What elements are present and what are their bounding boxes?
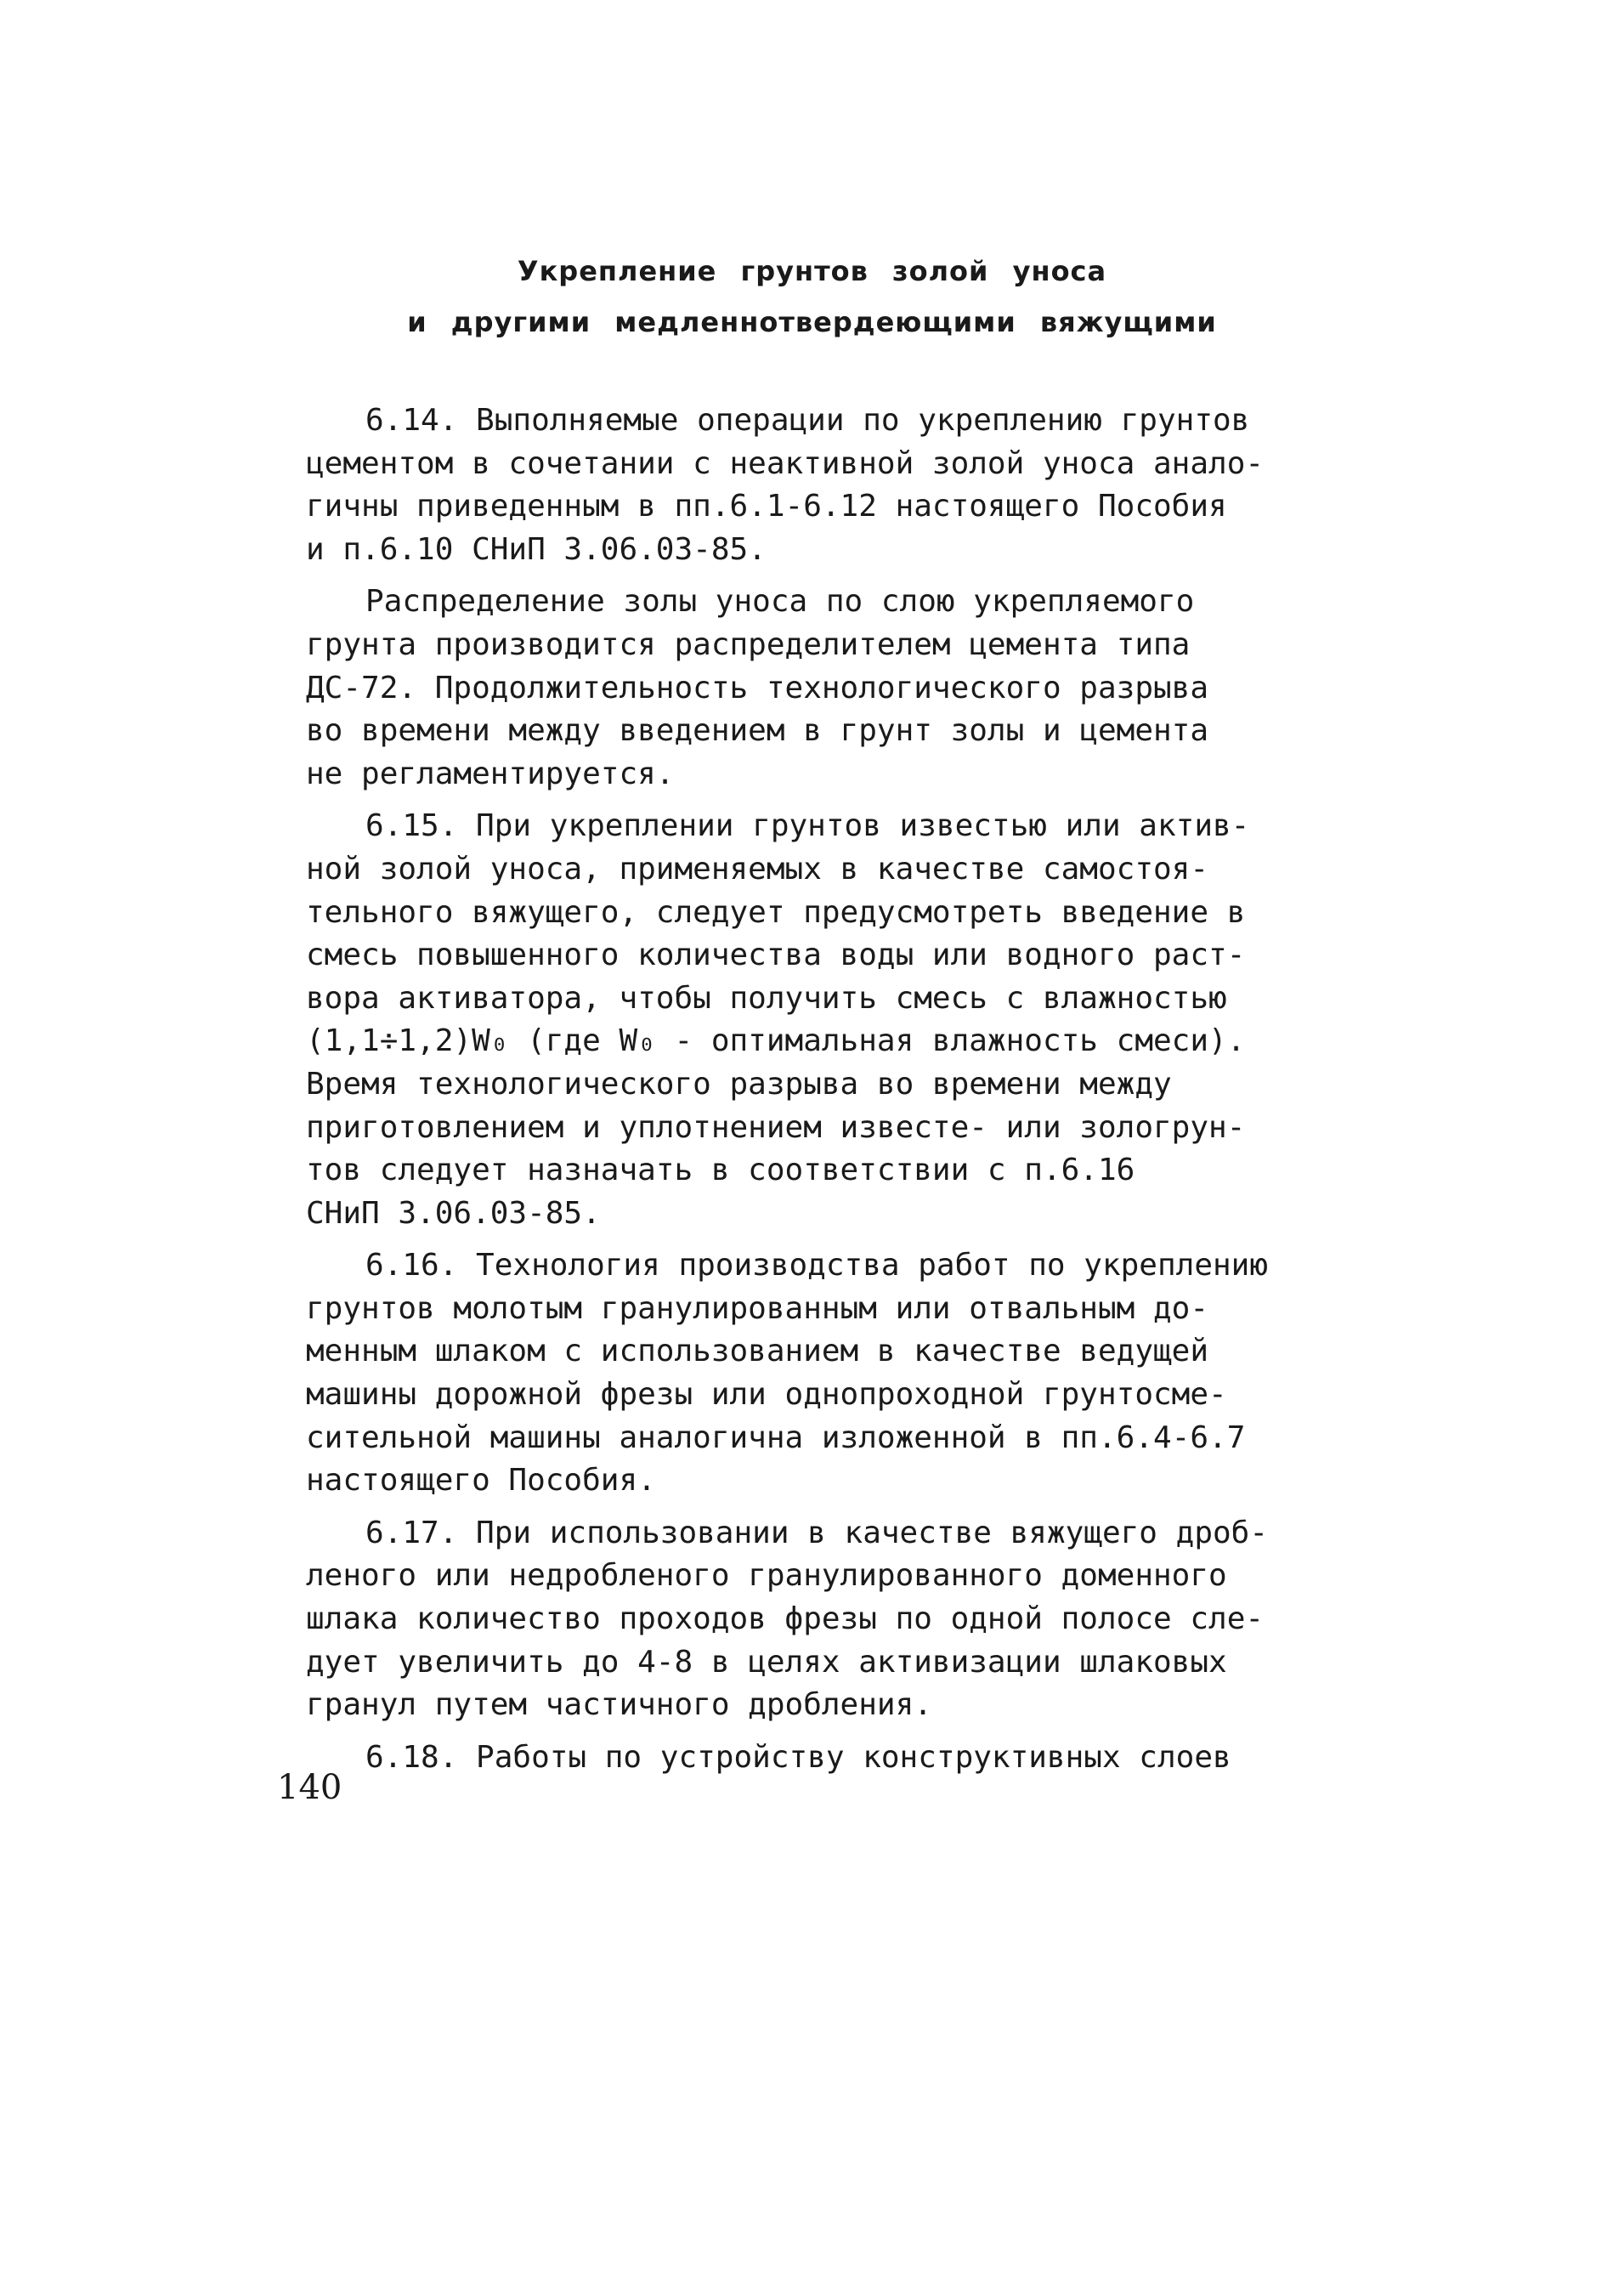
paragraph-6-14 [306, 400, 1415, 571]
paragraph-line: во времени между введением в грунт золы и цемента [306, 713, 1209, 749]
paragraph-line: смесь повышенного количества воды или водного раст- [306, 938, 1246, 973]
paragraph-line: Распределение золы уноса по слою укрепляемого [365, 584, 1195, 620]
paragraph-line: 6.18. Работы по устройству конструктивных слоев [365, 1739, 1231, 1775]
paragraph-line: приготовлением и уплотнением известе- или зологрун- [306, 1109, 1246, 1145]
paragraph-line: и п.6.10 СНиП 3.06.03-85. [306, 531, 767, 567]
paragraph-line: гичны приведенным в пп.6.1-6.12 настоящего Пособия [306, 489, 1227, 524]
paragraph-line: тов следует назначать в соответствии с п.6.16 [306, 1153, 1135, 1188]
paragraph-line: СНиП 3.06.03-85. [306, 1195, 601, 1231]
paragraph-line: 6.15. При укреплении грунтов известью или актив- [365, 808, 1250, 844]
paragraph-line: ДС-72. Продолжительность технологического разрыва [306, 670, 1209, 706]
page-number: 140 [277, 1768, 342, 1807]
paragraph-line: 6.17. При использовании в качестве вяжущего дроб- [365, 1515, 1269, 1550]
paragraph-6-15 [306, 805, 1415, 1235]
body-text [306, 400, 1415, 1779]
paragraph-line: ной золой уноса, применяемых в качестве самостоя- [306, 851, 1209, 887]
paragraph-line: (1,1÷1,2)W₀ (где W₀ - оптимальная влажность смеси). [306, 1023, 1246, 1059]
paragraph-line: грунтов молотым гранулированным или отвальным до- [306, 1290, 1209, 1326]
paragraph-line: шлака количество проходов фрезы по одной полосе сле- [306, 1601, 1265, 1637]
paragraph-line: леного или недробленого гранулированного доменного [306, 1558, 1227, 1594]
paragraph-line: настоящего Пособия. [306, 1463, 656, 1499]
paragraph-line: дует увеличить до 4-8 в целях активизации шлаковых [306, 1644, 1227, 1680]
paragraph-6-17 [306, 1512, 1415, 1727]
paragraph-6-16 [306, 1244, 1415, 1503]
section-heading-line-1: Укрепление грунтов золой уноса [517, 255, 1107, 287]
paragraph-line: сительной машины аналогична изложенной в пп.6.4-6.7 [306, 1420, 1246, 1455]
paragraph-6-18 [306, 1737, 1415, 1780]
paragraph-line: 6.14. Выполняемые операции по укреплению грунтов [365, 403, 1250, 438]
paragraph-line: вора активатора, чтобы получить смесь с влажностью [306, 980, 1227, 1016]
paragraph-line: цементом в сочетании с неактивной золой уноса анало- [306, 445, 1265, 481]
section-heading-line-2: и другими медленнотвердеющими вяжущими [407, 306, 1217, 338]
paragraph-line: грунта производится распределителем цемента типа [306, 626, 1191, 662]
paragraph-line: гранул путем частичного дробления. [306, 1687, 932, 1723]
paragraph-line: менным шлаком с использованием в качестве ведущей [306, 1334, 1209, 1369]
paragraph-line: не регламентируется. [306, 756, 675, 791]
paragraph-line: 6.16. Технология производства работ по укреплению [365, 1248, 1269, 1284]
paragraph-6-14-continued [306, 581, 1415, 796]
paragraph-line: машины дорожной фрезы или однопроходной грунтосме- [306, 1377, 1227, 1413]
paragraph-line: Время технологического разрыва во времени между [306, 1066, 1172, 1102]
paragraph-line: тельного вяжущего, следует предусмотреть введение в [306, 894, 1246, 930]
